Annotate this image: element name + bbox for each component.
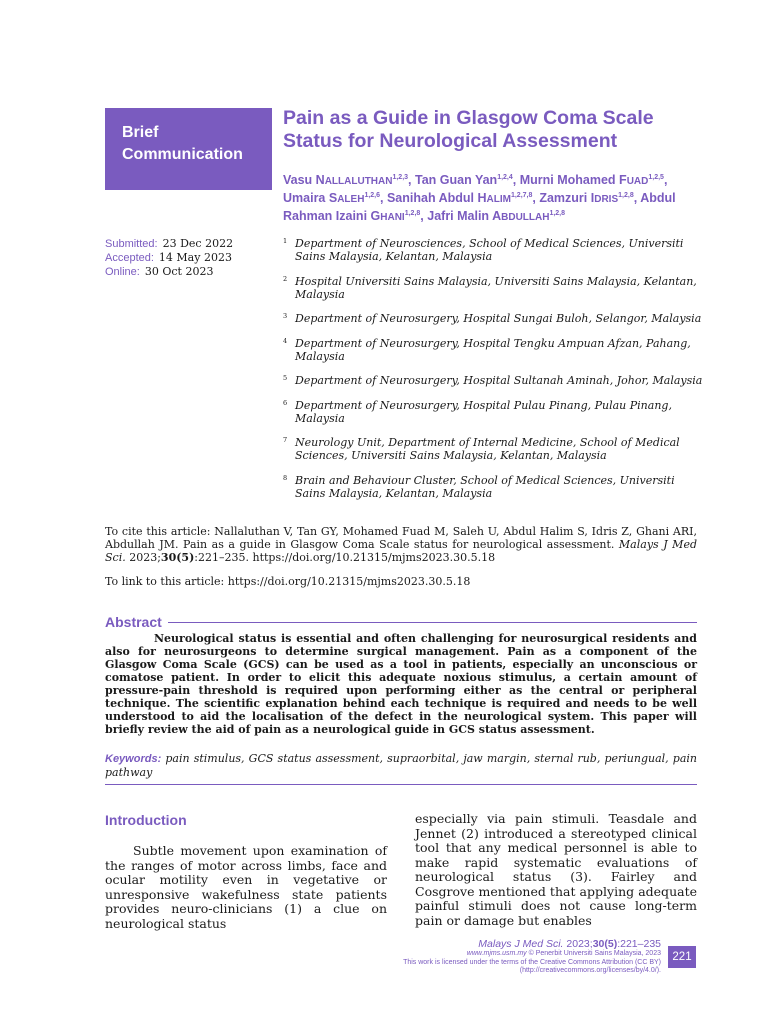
publication-dates [105, 237, 233, 279]
footer-journal: Malays J Med Sci. [478, 938, 564, 950]
affiliation-text: Hospital Universiti Sains Malaysia, Universiti Sains Malaysia, Kelantan, Malaysia [295, 274, 697, 301]
author-separator: , [663, 173, 668, 187]
affiliation-text: Department of Neurosurgery, Hospital Tengku Ampuan Afzan, Pahang, Malaysia [295, 336, 691, 363]
date-row [105, 237, 233, 251]
affiliation-number: 4 [283, 336, 288, 345]
date-label: Accepted: [105, 252, 154, 264]
author-name: Zamzuri [539, 191, 591, 205]
keywords [105, 752, 697, 779]
author-surname-initial: I [590, 191, 595, 205]
affiliation-number: 3 [283, 312, 288, 320]
author [427, 209, 565, 223]
introduction-column-2: especially via pain stimuli. Teasdale and Jennet (2) introduced a stereotyped clinical tool that any medical personnel is able to make rapid systematic evaluations of neurological status (3). Fairley and Cosgrove mentioned that applying adequate painful stimuli does not cause long-term pain or damage but enables [415, 811, 697, 928]
affiliation-text: Brain and Behaviour Cluster, School of Medical Sciences, Universiti Sains Malaysia, Kelantan, Malaysia [295, 473, 675, 500]
author-surname-initial: H [477, 191, 487, 205]
author-surname: ALEH [337, 194, 365, 205]
citation-doi[interactable]: :221–235. https://doi.org/10.21315/mjms2023.30.5.18 [194, 551, 496, 564]
keywords-label: Keywords: [105, 753, 162, 765]
author-separator: , [633, 191, 641, 205]
affiliation-item [283, 312, 703, 325]
citation-text: To cite this article: Nallaluthan V, Tan GY, Mohamed Fuad M, Saleh U, Abdul Halim S, Idris Z, Ghani ARI, Abdullah JM. Pain as a guide in Glasgow Coma Scale status for neurological assessment. [105, 525, 697, 551]
affiliation-text: Department of Neurosurgery, Hospital Pulau Pinang, Pulau Pinang, Malaysia [295, 398, 672, 425]
footer-year: 2023; [563, 938, 593, 950]
article-link[interactable]: To link to this article: https://doi.org/10.21315/mjms2023.30.5.18 [105, 575, 471, 588]
article-type-line-1: Brief [122, 124, 159, 141]
affiliation-number: 7 [283, 436, 288, 444]
author-surname: ALIM [486, 194, 511, 205]
affiliation-text: Department of Neurosciences, School of Medical Sciences, Universiti Sains Malaysia, Kelantan, Malaysia [295, 237, 684, 263]
author [283, 173, 415, 187]
abstract-rule [105, 622, 697, 623]
author-list [283, 172, 713, 226]
date-label: Online: [105, 266, 140, 278]
affiliation-list [283, 237, 703, 511]
article-title: Pain as a Guide in Glasgow Coma Scale Status for Neurological Assessment [283, 107, 654, 152]
affiliation-item [283, 275, 703, 301]
author-surname: HANI [380, 212, 405, 223]
author-surname-initial: S [328, 191, 338, 205]
author-affiliation-refs: 1,2,3 [392, 173, 409, 181]
author [539, 191, 640, 205]
affiliation-text: Neurology Unit, Department of Internal Medicine, School of Medical Sciences, Universiti Sains Malaysia, Kelantan, Malaysia [295, 436, 680, 462]
page-footer [403, 938, 661, 976]
keywords-rule [105, 784, 697, 785]
affiliation-item [283, 436, 703, 462]
author [520, 173, 668, 187]
citation-journal: Malays J Med Sci. [105, 538, 697, 564]
affiliation-text: Department of Neurosurgery, Hospital Sultanah Aminah, Johor, Malaysia [295, 374, 703, 387]
author-separator: , [408, 173, 415, 187]
author-separator: , [532, 191, 540, 205]
author [387, 191, 539, 205]
author-separator: , [512, 173, 520, 187]
date-row [105, 265, 233, 279]
author-surname: ALLALUTHAN [324, 176, 393, 187]
author-separator: , [420, 209, 428, 223]
author-name: Tan Guan Yan [415, 173, 498, 187]
author-surname-initial: N [315, 173, 325, 187]
affiliation-text: Department of Neurosurgery, Hospital Sungai Buloh, Selangor, Malaysia [295, 312, 702, 325]
citation [105, 525, 697, 564]
author-surname: BDULLAH [501, 212, 550, 223]
footer-pages: :221–235 [617, 938, 661, 950]
abstract-heading-text: Abstract [105, 614, 168, 630]
date-value: 30 Oct 2023 [144, 265, 214, 278]
author-name: Murni Mohamed [519, 173, 620, 187]
author-affiliation-refs: 1,2,8 [549, 209, 566, 217]
abstract-heading [105, 612, 697, 630]
date-row [105, 251, 233, 265]
footer-citation [403, 938, 661, 950]
author-affiliation-refs: 1,2,6 [364, 191, 381, 199]
affiliation-number: 8 [283, 473, 288, 482]
affiliation-item [283, 374, 703, 387]
keywords-text: pain stimulus, GCS status assessment, supraorbital, jaw margin, sternal rub, periungual, pain pathway [105, 752, 697, 779]
affiliation-item [283, 399, 703, 425]
author-name: Abdul Rahman Izaini [283, 191, 676, 223]
date-value: 14 May 2023 [158, 251, 232, 264]
introduction-column-1: Subtle movement upon examination of the ranges of motor across limbs, face and ocular motility even in vegetative or unresponsive wakefulness state patients provides neuro-clinicians (1) a clue on neurological status [105, 843, 387, 931]
author-affiliation-refs: 1,2,5 [648, 173, 664, 181]
footer-copyright-text: © Penerbit Universiti Sains Malaysia, 2023 [526, 950, 661, 957]
affiliation-number: 2 [283, 274, 288, 283]
author-name: Jafri Malin [427, 209, 493, 223]
abstract-text: Neurological status is essential and often challenging for neurosurgical residents and also for neurosurgeons to determine surgical management. Pain as a component of the Glasgow Coma Scale (GCS) can be used as a tool in patients, especially an unconscious or comatose patient. In order to elicit this adequate noxious stimulus, a certain amount of pressure-pain threshold is required upon performing either as the central or peripheral technique. The scientific explanation behind each technique is required and needs to be well understood to aid the localisation of the defect in the neurological system. This paper will briefly review the aid of pain as a neurological guide in GCS status assessment. [105, 632, 697, 736]
footer-license-url[interactable]: (http://creativecommons.org/licenses/by/4.0/). [519, 967, 661, 974]
footer-license: This work is licensed under the terms of the Creative Commons Attribution (CC BY) [403, 958, 661, 966]
introduction-heading: Introduction [105, 812, 187, 828]
author-name: Vasu [283, 173, 316, 187]
author-name: Umaira [283, 191, 329, 205]
citation-year: 2023; [125, 551, 161, 564]
affiliation-number: 6 [283, 398, 288, 407]
affiliation-item [283, 337, 703, 363]
author-affiliation-refs: 1,2,8 [404, 209, 421, 217]
date-value: 23 Dec 2022 [162, 237, 234, 250]
author-affiliation-refs: 1,2,4 [497, 173, 513, 181]
author-surname-initial: F [619, 173, 627, 187]
citation-volume: 30(5) [160, 551, 195, 564]
footer-volume: 30(5) [592, 938, 618, 950]
author-surname: UAD [626, 176, 649, 187]
footer-site[interactable]: www.mjms.usm.my [466, 950, 527, 957]
footer-copyright [403, 950, 661, 959]
affiliation-number: 1 [283, 237, 288, 245]
author-surname-initial: A [492, 209, 502, 223]
author-affiliation-refs: 1,2,8 [618, 191, 634, 199]
author-affiliation-refs: 1,2,7,8 [510, 191, 533, 199]
affiliation-number: 5 [283, 374, 288, 382]
author [415, 173, 520, 187]
author-surname: DRIS [594, 194, 619, 205]
author-surname-initial: G [370, 209, 381, 223]
affiliation-item [283, 237, 703, 263]
affiliation-item [283, 474, 703, 500]
author-separator: , [380, 191, 387, 205]
date-label: Submitted: [105, 238, 158, 250]
author-name: Sanihah Abdul [386, 191, 478, 205]
article-type-line-2: Communication [122, 146, 243, 163]
article-type-box [105, 108, 272, 190]
page-number: 221 [668, 946, 696, 968]
author [283, 191, 387, 205]
